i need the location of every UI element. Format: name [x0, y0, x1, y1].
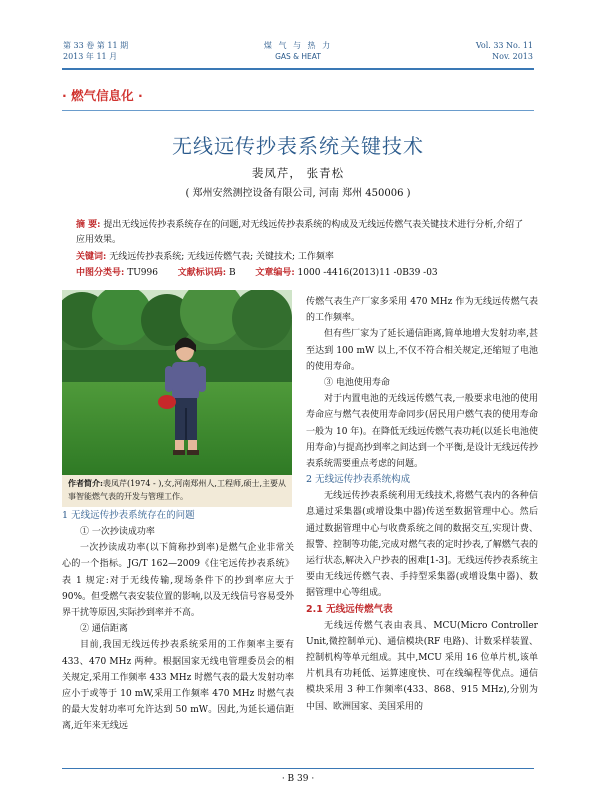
article-id-value: 1000 -4416(2013)11 -0B39 -03 [297, 268, 438, 278]
paragraph: 对于内置电池的无线远传燃气表,一般要求电池的使用寿命应与燃气表使用寿命同步(居民用户燃气表的使用寿命一般为 10 年)。在降低无线远传燃气表功耗(以延长电池使用寿命)与提高抄到率之间达到一个平衡,是设计无线远传抄表系统需要重点考虑的问题。 [306, 394, 538, 470]
keywords-text: 无线远传抄表系统; 无线远传燃气表; 关键技术; 工作频率 [109, 252, 334, 262]
footer-rule [62, 768, 534, 769]
abstract [76, 218, 524, 248]
paragraph: 但有些厂家为了延长通信距离,简单地增大发射功率,甚至达到 100 mW 以上,不仅不符合相关规定,还缩短了电池的使用寿命。 [306, 329, 538, 372]
author-bio-label: 作者简介: [68, 478, 103, 488]
header-right-line2: Nov. 2013 [492, 52, 533, 61]
header-rule [62, 68, 534, 70]
right-column [306, 294, 538, 715]
paper-title: 无线远传抄表系统关键技术 [172, 134, 424, 158]
abstract-label: 摘 要: [76, 220, 101, 230]
journal-volume-en [476, 40, 533, 62]
abstract-text: 提出无线远传抄表系统存在的问题,对无线远传抄表系统的构成及无线远传燃气表关键技术进行分析,介绍了应用效果。 [76, 220, 524, 245]
heading-2: 2 无线远传抄表系统构成 [306, 474, 411, 486]
page-number: · B 39 · [281, 774, 315, 784]
paragraph: 传燃气表生产厂家多采用 470 MHz 作为无线远传燃气表的工作频率。 [306, 297, 538, 324]
header-center-line2: GAS & HEAT [275, 52, 321, 61]
clc-value: TU996 [127, 268, 158, 278]
section-rule [62, 110, 534, 111]
header-left-line2: 2013 年 11 月 [63, 52, 118, 61]
author-bio-text: 裴凤芹(1974 - ),女,河南郑州人,工程师,硕士,主要从事智能燃气表的开发与管理工作。 [68, 479, 287, 501]
paragraph: 无线远传抄表系统利用无线技术,将燃气表内的各种信息通过采集器(或增设集中器)传送至数据管理中心。然后通过数据管理中心与收费系统之间的数据交互,实现计费、报警、控制等功能,完成对燃气表的定时抄表,了解燃气表的运行状态,解决入户抄表的困难[1-3]。无线远传抄表系统主要由无线远传燃气表、手持型采集器(或增设集中器)、数据管理中心等组成。 [306, 491, 538, 599]
keywords [76, 250, 524, 265]
paper-affiliation: ( 郑州安然测控设备有限公司, 河南 郑州 450006 ) [185, 188, 411, 199]
section-tag: · 燃气信息化 · [62, 88, 143, 103]
paragraph: 目前,我国无线远传抄表系统采用的工作频率主要有 433、470 MHz 两种。根据国家无线电管理委员会的相关规定,采用工作频率 433 MHz 时燃气表的最大发射功率应小于或等于 10 mW,采用工作频率 470 MHz 时燃气表的最大发射功率可允许达到 50 mW。因此,为延长通信距离,近年来无线远 [62, 640, 294, 732]
heading-1-3: ③ 电池使用寿命 [324, 378, 390, 389]
header-right-line1: Vol. 33 No. 11 [475, 41, 533, 50]
author-photo-illustration [62, 290, 292, 475]
paper-authors: 裴凤芹， 张青松 [251, 166, 345, 180]
heading-1-1: ① 一次抄读成功率 [80, 527, 155, 537]
paragraph: 无线远传燃气表由表具、MCU(Micro Controller Unit,微控制单元)、通信模块(RF 电路)、计数采样装置、控制机构等单元组成。其中,MCU 采用 16 位单片机,该单片机具有功耗低、运算速度快、可在线编程等优点。通信模块采用 3 种工作频率(433、868、915 MHz),分别为中国、欧洲国家、美国采用的 [306, 620, 538, 712]
doc-code-label: 文献标识码: [177, 268, 227, 278]
author-bio-caption [62, 475, 292, 507]
header-center-line1: 煤 气 与 热 力 [263, 41, 333, 50]
doc-code-value: B [228, 268, 236, 278]
keywords-label: 关键词: [76, 252, 107, 262]
heading-1-2: ② 通信距离 [80, 624, 128, 635]
heading-2-1: 2.1 无线远传燃气表 [306, 603, 393, 615]
paragraph: 一次抄读成功率(以下简称抄到率)是燃气企业非常关心的一个指标。JG/T 162—2009《住宅远传抄表系统》表 1 规定:对于无线传输,现场条件下的抄到率应大于 90%。但受燃气表安装位置的影响,以及无线信号容易受外界干扰等原因,实际抄到率并不高。 [62, 543, 294, 619]
header-left-line1: 第 33 卷 第 11 期 [63, 41, 129, 50]
left-column [62, 508, 294, 735]
heading-1: 1 无线远传抄表系统存在的问题 [62, 510, 195, 521]
author-photo [62, 290, 292, 475]
clc-label: 中图分类号: [76, 268, 125, 278]
classification [76, 266, 524, 281]
article-id-label: 文章编号: [255, 268, 295, 278]
